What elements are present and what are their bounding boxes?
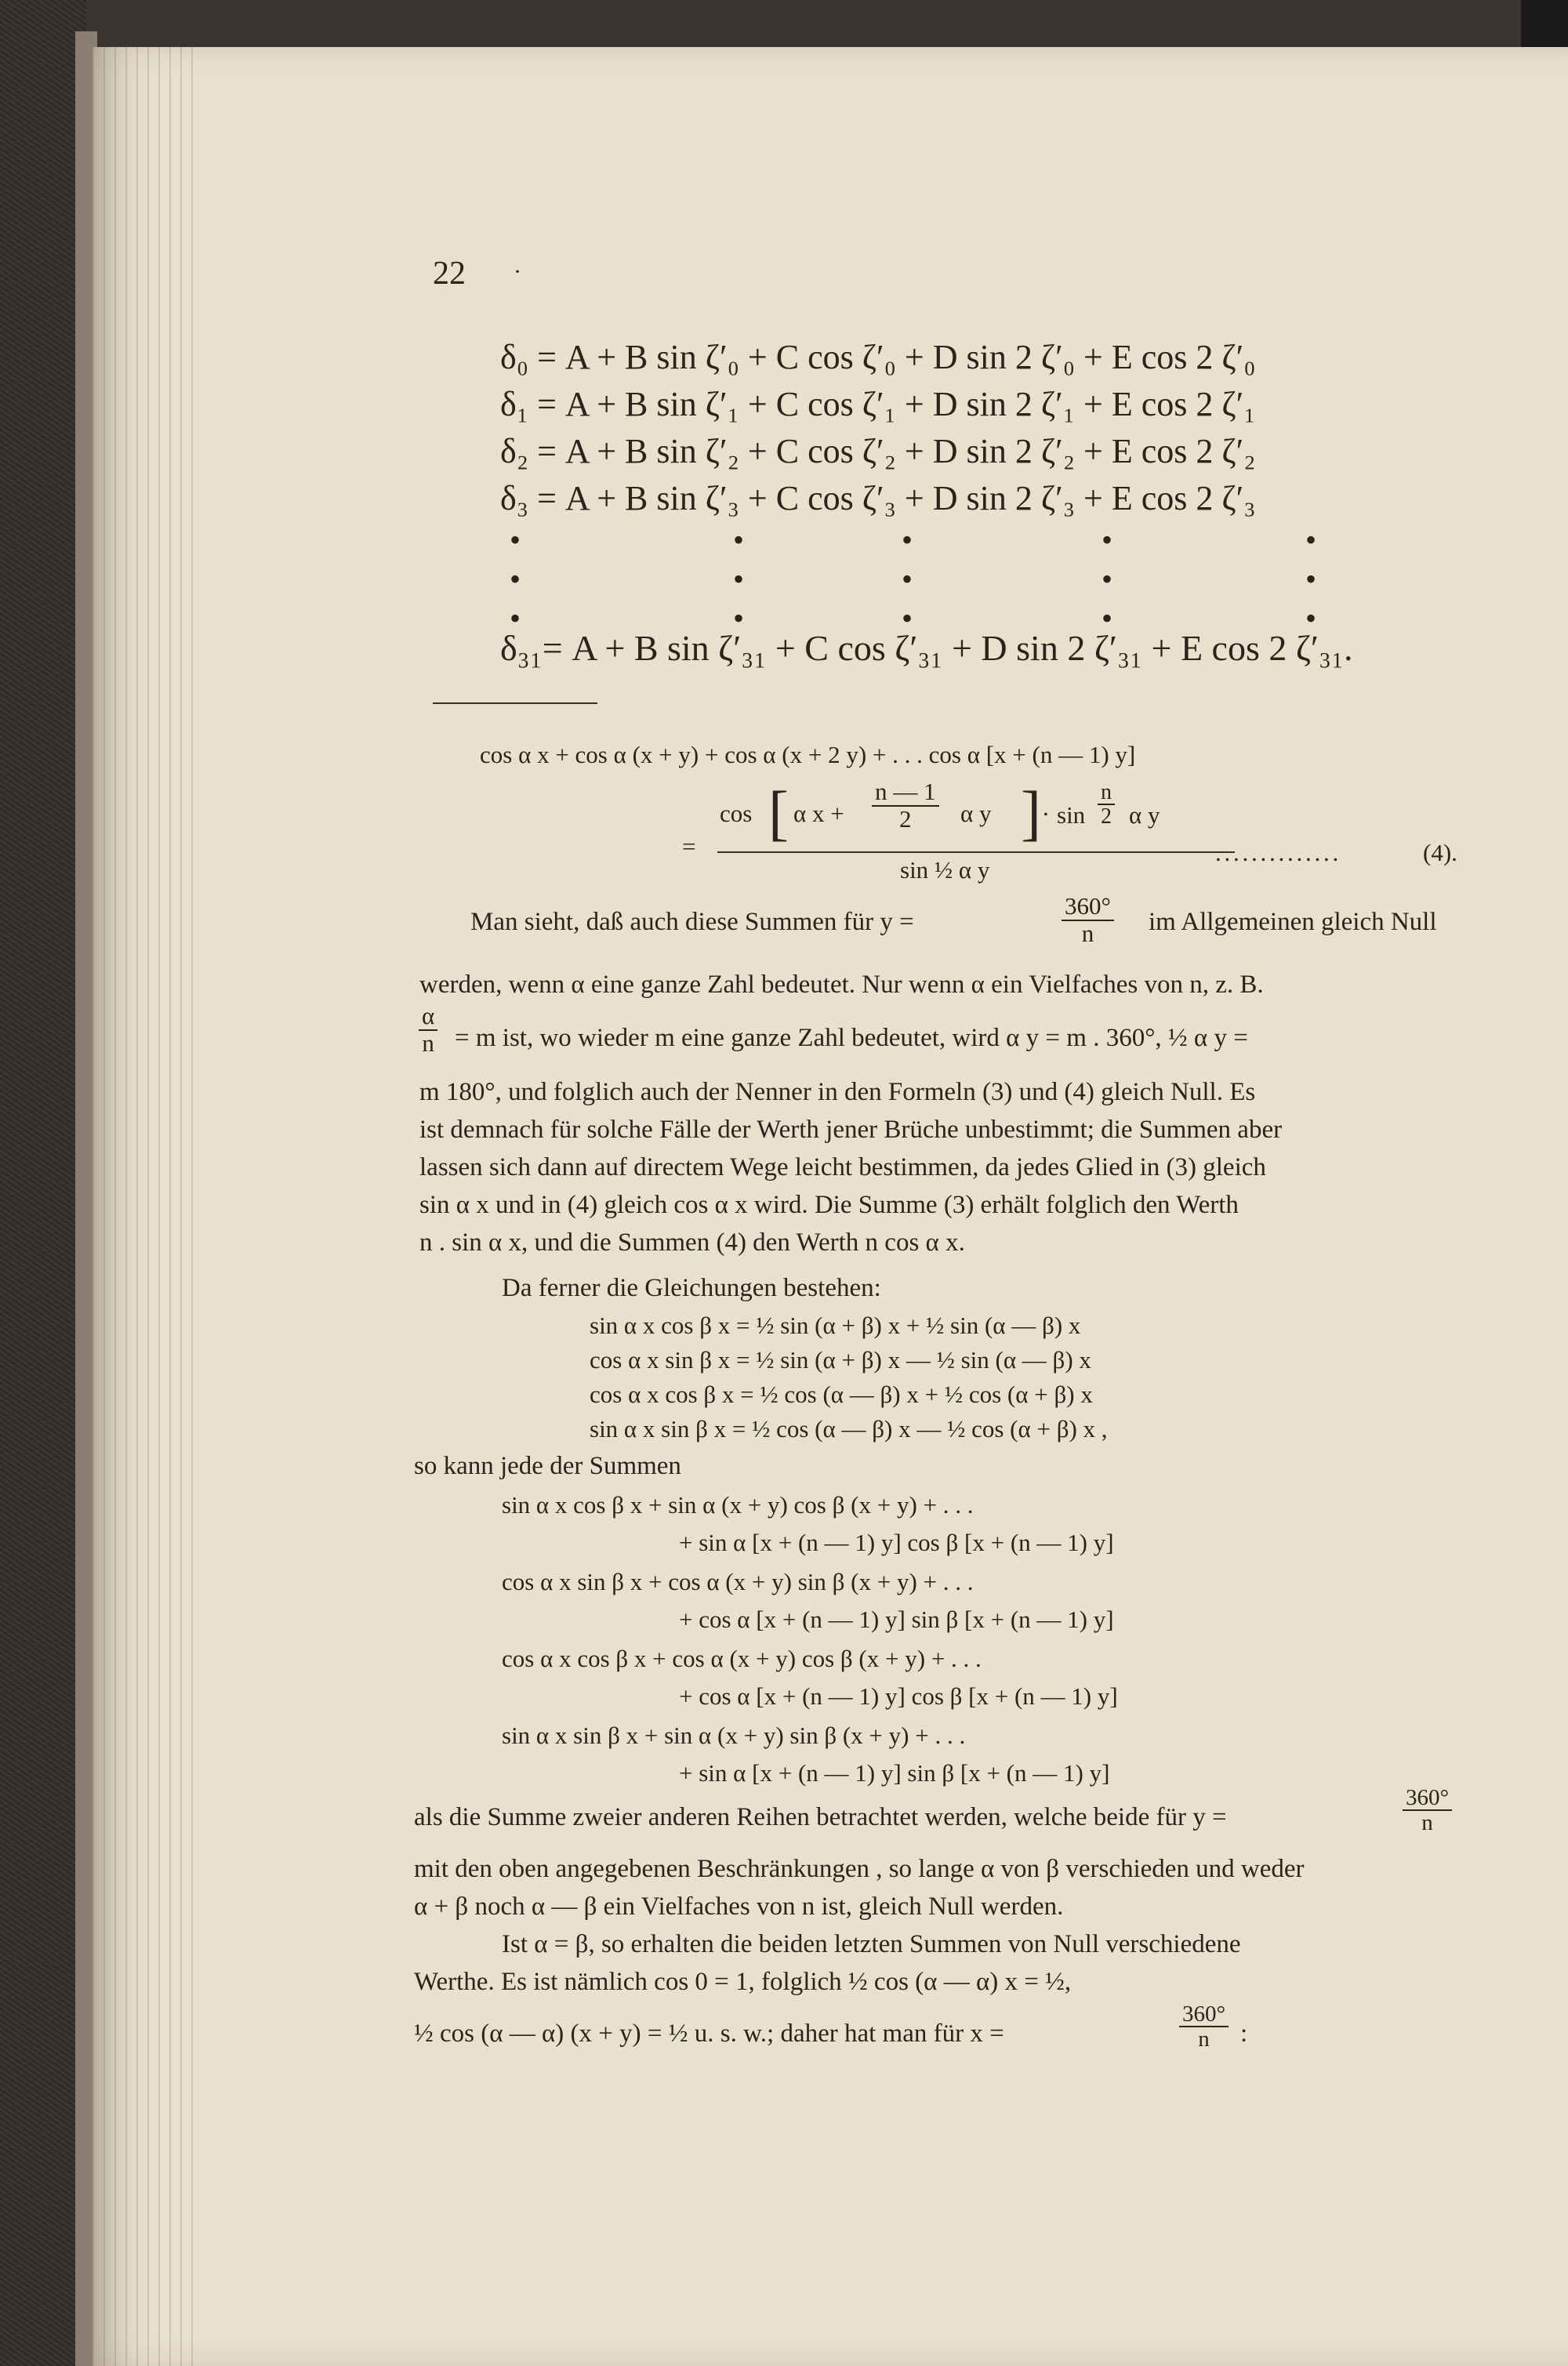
para1-frac-den: n bbox=[1081, 919, 1094, 947]
para3-frac-den: n bbox=[1421, 1810, 1433, 1836]
para1-frac-alpha-num: α bbox=[419, 1003, 437, 1031]
para1-line4: m 180°, und folglich auch der Nenner in den Formeln (3) und (4) gleich Null. Es bbox=[419, 1078, 1256, 1106]
formula4-alpha-x: α x + bbox=[793, 800, 844, 827]
para4-line1: Ist α = β, so erhalten die beiden letzten Summen von Null verschiedene bbox=[502, 1930, 1241, 1958]
delta-eq-2: δ₂ = A + B sin ζ′₂ + C cos ζ′₂ + D sin 2 ζ′₂ + E cos 2 ζ′₂ bbox=[500, 432, 1256, 470]
para1-line8: n . sin α x, und die Summen (4) den Werth n cos α x. bbox=[419, 1228, 965, 1257]
para1-line1a: Man sieht, daß auch diese Summen für y = bbox=[470, 908, 914, 936]
para1-line6: lassen sich dann auf directem Wege leicht bestimmen, da jedes Glied in (3) gleich bbox=[419, 1153, 1266, 1181]
para2-intro: Da ferner die Gleichungen bestehen: bbox=[502, 1274, 881, 1302]
formula4-frac-num: n — 1 bbox=[872, 779, 939, 807]
para3-frac-num: 360° bbox=[1403, 1786, 1452, 1811]
formula4-bracket-open: [ bbox=[768, 778, 789, 847]
formula4-frac2-num: n bbox=[1098, 781, 1115, 805]
sum-3a: cos α x cos β x + cos α (x + y) cos β (x + y) + . . . bbox=[502, 1645, 982, 1672]
formula4-denominator: sin ½ α y bbox=[900, 856, 990, 884]
top-margin-dark bbox=[0, 0, 1568, 47]
ellipsis-row-3: • bbox=[510, 601, 521, 636]
ellipsis-dot: • bbox=[733, 522, 745, 557]
ellipsis-dot: • bbox=[1305, 601, 1317, 636]
ellipsis-dot: • bbox=[902, 522, 913, 557]
ellipsis-dot: • bbox=[902, 561, 913, 597]
para4-line3b: : bbox=[1240, 2019, 1248, 2048]
para4-frac bbox=[1176, 2002, 1232, 2052]
para4-line3a: ½ cos (α — α) (x + y) = ½ u. s. w.; daher hat man für x = bbox=[414, 2019, 1004, 2048]
ellipsis-dot: • bbox=[1102, 601, 1113, 636]
para1-line7: sin α x und in (4) gleich cos α x wird. Die Summe (3) erhält folglich den Werth bbox=[419, 1191, 1239, 1219]
para2-after: so kann jede der Summen bbox=[414, 1452, 681, 1480]
delta-eq-31: δ₃₁= A + B sin ζ′₃₁ + C cos ζ′₃₁ + D sin 2 ζ′₃₁ + E cos 2 ζ′₃₁. bbox=[500, 628, 1353, 668]
ellipsis-dot: • bbox=[733, 601, 745, 636]
para1-line1b: im Allgemeinen gleich Null bbox=[1149, 908, 1437, 936]
para4-frac-num: 360° bbox=[1179, 2002, 1229, 2027]
ellipsis-row-2: • bbox=[510, 561, 521, 597]
formula4-dot: . bbox=[1043, 793, 1049, 821]
formula4-alpha-y: α y bbox=[960, 800, 992, 827]
formula4-frac bbox=[869, 779, 942, 832]
formula4-sin: sin bbox=[1057, 801, 1086, 829]
corner-shadow bbox=[1521, 0, 1568, 47]
delta-eq-3: δ₃ = A + B sin ζ′₃ + C cos ζ′₃ + D sin 2 ζ′₃ + E cos 2 ζ′₃ bbox=[500, 479, 1256, 517]
para3-line2: mit den oben angegebenen Beschränkungen , so lange α von β verschieden und weder bbox=[414, 1855, 1305, 1883]
sum-4a: sin α x sin β x + sin α (x + y) sin β (x + y) + . . . bbox=[502, 1722, 966, 1749]
ellipsis-dot: • bbox=[1102, 522, 1113, 557]
para1-line2: werden, wenn α eine ganze Zahl bedeutet. Nur wenn α ein Vielfaches von n, z. B. bbox=[419, 971, 1264, 999]
book-cover bbox=[0, 0, 86, 2366]
identity-4: sin α x sin β x = ½ cos (α — β) x — ½ cos (α + β) x , bbox=[590, 1415, 1108, 1442]
para1-frac bbox=[1058, 894, 1117, 946]
formula4-fraction-line bbox=[717, 851, 1235, 853]
formula4-frac-den: 2 bbox=[899, 804, 912, 833]
page-edge-lines bbox=[93, 47, 202, 2366]
para3-frac bbox=[1399, 1786, 1455, 1835]
sum-1b: + sin α [x + (n — 1) y] cos β [x + (n — 1) y] bbox=[679, 1529, 1114, 1556]
ellipsis-dot: • bbox=[1305, 561, 1317, 597]
page-number-dot: · bbox=[514, 259, 521, 285]
para1-frac-alpha-den: n bbox=[422, 1029, 434, 1057]
para3-line1: als die Summe zweier anderen Reihen betrachtet werden, welche beide für y = bbox=[414, 1803, 1227, 1831]
ellipsis-dot: • bbox=[733, 561, 745, 597]
formula4-number: (4). bbox=[1423, 839, 1457, 866]
para1-line3: = m ist, wo wieder m eine ganze Zahl bedeutet, wird α y = m . 360°, ½ α y = bbox=[455, 1024, 1248, 1052]
identity-2: cos α x sin β x = ½ sin (α + β) x — ½ sin (α — β) x bbox=[590, 1346, 1091, 1374]
formula4-frac2 bbox=[1094, 781, 1118, 829]
sum-4b: + sin α [x + (n — 1) y] sin β [x + (n — 1) y] bbox=[679, 1759, 1110, 1787]
formula4-frac2-den: 2 bbox=[1101, 804, 1112, 829]
para4-frac-den: n bbox=[1198, 2027, 1210, 2052]
formula4-bracket-close: ] bbox=[1021, 778, 1041, 847]
identity-3: cos α x cos β x = ½ cos (α — β) x + ½ cos (α + β) x bbox=[590, 1381, 1093, 1408]
para1-frac-num: 360° bbox=[1062, 894, 1114, 921]
para1-line5: ist demnach für solche Fälle der Werth jener Brüche unbestimmt; die Summen aber bbox=[419, 1116, 1283, 1144]
delta-eq-0: δ₀ = A + B sin ζ′₀ + C cos ζ′₀ + D sin 2 ζ′₀ + E cos 2 ζ′₀ bbox=[500, 338, 1256, 376]
ellipsis-dot: • bbox=[1102, 561, 1113, 597]
formula4-equals: = bbox=[682, 833, 696, 860]
page-number: 22 bbox=[433, 256, 466, 292]
sum-2b: + cos α [x + (n — 1) y] sin β [x + (n — 1) y] bbox=[679, 1606, 1114, 1633]
para3-line3: α + β noch α — β ein Vielfaches von n ist, gleich Null werden. bbox=[414, 1892, 1064, 1921]
ellipsis-row-1: • bbox=[510, 522, 521, 557]
sum-2a: cos α x sin β x + cos α (x + y) sin β (x + y) + . . . bbox=[502, 1568, 974, 1595]
formula4-sum: cos α x + cos α (x + y) + cos α (x + 2 y) + . . . cos α [x + (n — 1) y] bbox=[480, 741, 1136, 768]
formula4-cos: cos bbox=[720, 800, 753, 827]
para1-frac-alpha bbox=[416, 1003, 441, 1056]
sum-1a: sin α x cos β x + sin α (x + y) cos β (x + y) + . . . bbox=[502, 1491, 974, 1519]
delta-eq-1: δ₁ = A + B sin ζ′₁ + C cos ζ′₁ + D sin 2 ζ′₁ + E cos 2 ζ′₁ bbox=[500, 385, 1256, 423]
ellipsis-dot: • bbox=[902, 601, 913, 636]
formula4-alpha-y2: α y bbox=[1129, 801, 1160, 829]
formula4-leader: . . . . . . . . . . . . . . bbox=[1215, 839, 1338, 866]
identity-1: sin α x cos β x = ½ sin (α + β) x + ½ sin (α — β) x bbox=[590, 1312, 1081, 1339]
footnote-rule bbox=[433, 702, 597, 704]
ellipsis-dot: • bbox=[1305, 522, 1317, 557]
para4-line2: Werthe. Es ist nämlich cos 0 = 1, folglich ½ cos (α — α) x = ½, bbox=[414, 1968, 1072, 1996]
sum-3b: + cos α [x + (n — 1) y] cos β [x + (n — 1) y] bbox=[679, 1682, 1118, 1710]
